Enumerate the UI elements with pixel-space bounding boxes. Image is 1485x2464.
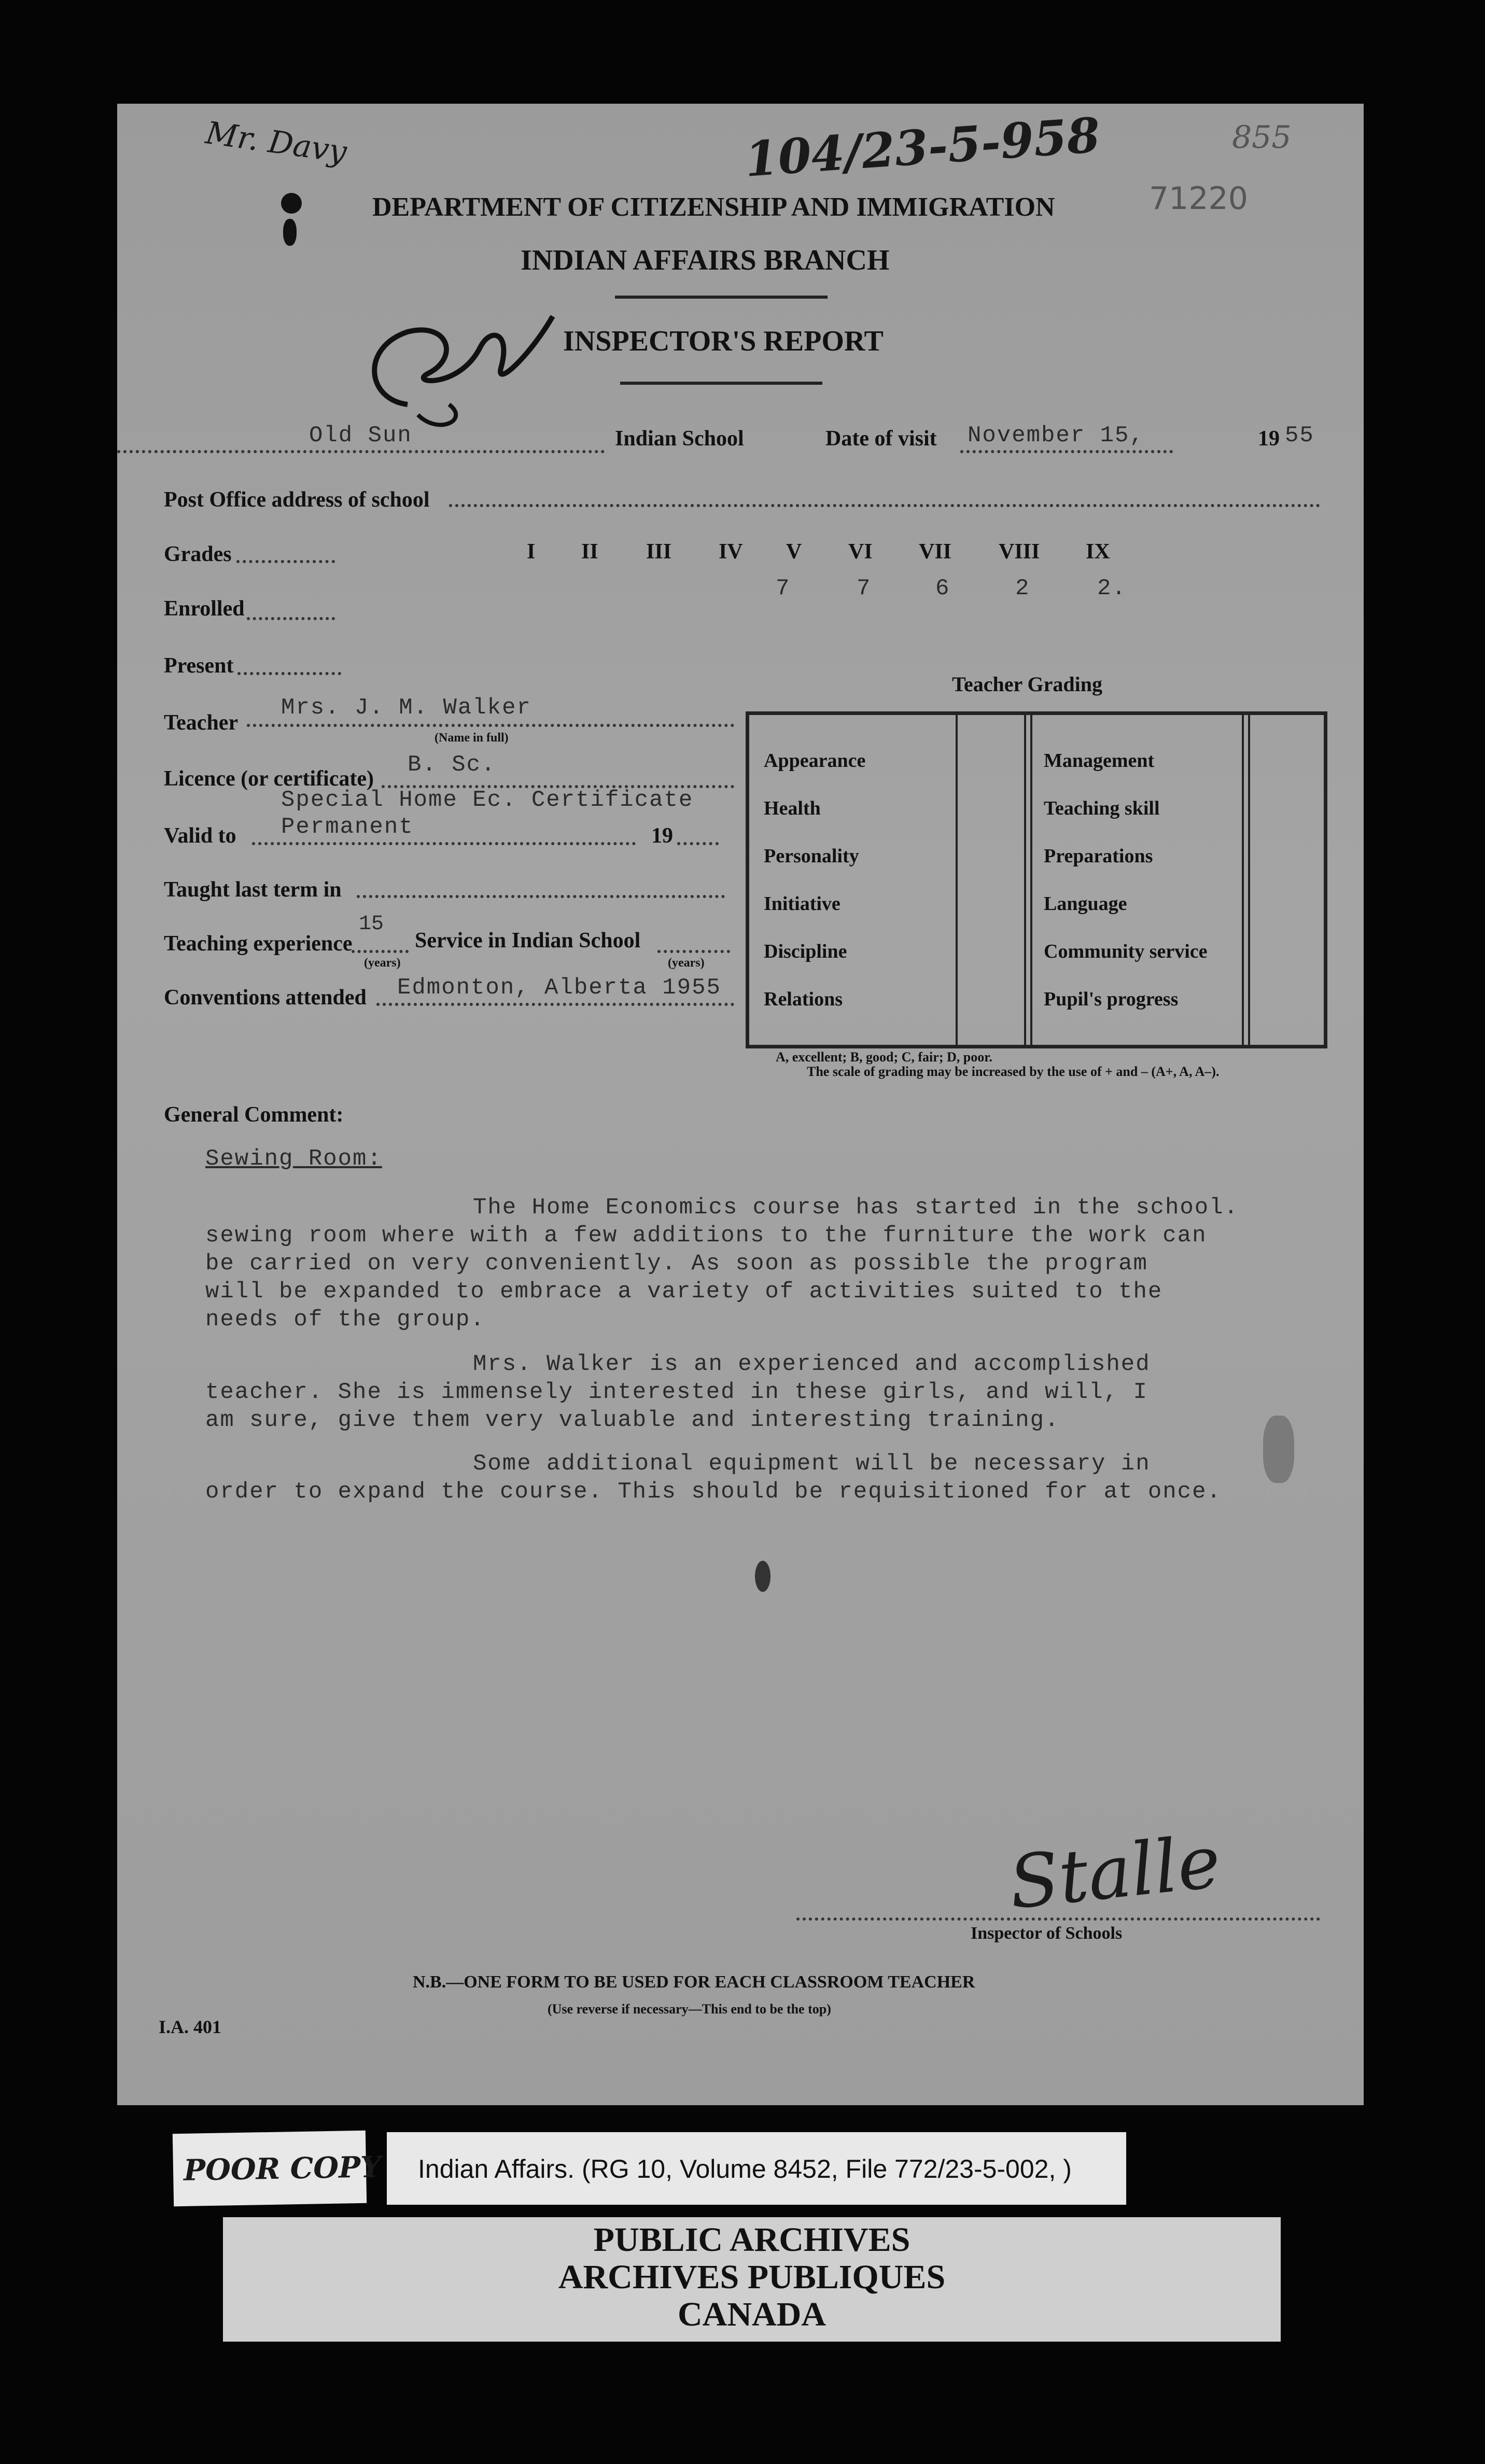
grading-relations: Relations bbox=[764, 988, 843, 1010]
dotted-line bbox=[357, 895, 725, 898]
grading-personality: Personality bbox=[764, 845, 859, 867]
ink-blot bbox=[1263, 1416, 1294, 1483]
grades-label: Grades bbox=[164, 542, 232, 566]
grade-9: IX bbox=[1086, 540, 1110, 564]
dotted-line bbox=[247, 724, 734, 727]
licence-label: Licence (or certificate) bbox=[164, 767, 374, 791]
file-number-stamp: 104/23-5-958 bbox=[743, 107, 1102, 188]
service-label: Service in Indian School bbox=[415, 929, 641, 953]
title-rule bbox=[620, 382, 822, 385]
poor-copy-label bbox=[173, 2131, 382, 2206]
archive-reference-label bbox=[387, 2132, 1126, 2205]
dotted-line bbox=[117, 450, 605, 453]
grading-pupils-progress: Pupil's progress bbox=[1044, 988, 1179, 1010]
dotted-line bbox=[677, 842, 719, 845]
experience-years-note: (years) bbox=[364, 956, 401, 970]
comment-line: will be expanded to embrace a variety of activities suited to the bbox=[205, 1279, 1163, 1305]
comment-line: The Home Economics course has started in the school. bbox=[473, 1195, 1239, 1221]
grade-7: VII bbox=[919, 540, 952, 564]
service-years-note: (years) bbox=[668, 956, 705, 970]
department-title: DEPARTMENT OF CITIZENSHIP AND IMMIGRATION bbox=[372, 192, 1055, 222]
grade-8: VIII bbox=[999, 540, 1040, 564]
conventions-value: Edmonton, Alberta 1955 bbox=[397, 975, 721, 1001]
date-value: November 15, bbox=[968, 423, 1144, 449]
grading-title: Teacher Grading bbox=[952, 673, 1103, 696]
dotted-line bbox=[352, 950, 409, 953]
dotted-line bbox=[252, 842, 636, 845]
enrolled-grade-5: 7 bbox=[776, 576, 791, 601]
signature-label: Inspector of Schools bbox=[971, 1924, 1123, 1943]
present-label: Present bbox=[164, 654, 234, 678]
report-form bbox=[117, 104, 1364, 2105]
grade-2: II bbox=[581, 540, 598, 564]
poor-copy-text: POOR COPY bbox=[183, 2150, 382, 2188]
comment-line: needs of the group. bbox=[205, 1307, 485, 1333]
enrolled-grade-8: 2 bbox=[1015, 576, 1030, 601]
conventions-label: Conventions attended bbox=[164, 986, 367, 1010]
dotted-line bbox=[657, 950, 730, 953]
name-in-full-note: (Name in full) bbox=[435, 731, 509, 745]
comment-heading: Sewing Room: bbox=[205, 1146, 382, 1172]
comment-line: Mrs. Walker is an experienced and accomplished bbox=[473, 1351, 1151, 1377]
branch-title: INDIAN AFFAIRS BRANCH bbox=[521, 244, 890, 276]
punch-hole bbox=[281, 193, 302, 214]
taught-label: Taught last term in bbox=[164, 878, 342, 902]
licence-value-2: Special Home Ec. Certificate bbox=[281, 787, 694, 813]
comment-line: Some additional equipment will be necessary in bbox=[473, 1451, 1151, 1477]
grading-discipline: Discipline bbox=[764, 941, 847, 962]
grid-line bbox=[1242, 715, 1244, 1045]
valid-year: 19 bbox=[651, 824, 673, 848]
nb-note: N.B.—ONE FORM TO BE USED FOR EACH CLASSROOM TEACHER bbox=[413, 1972, 975, 1992]
inspector-signature: Stalle bbox=[1005, 1819, 1225, 1926]
archive-reference: Indian Affairs. (RG 10, Volume 8452, File 772/23-5-002, ) bbox=[418, 2154, 1072, 2183]
report-title: INSPECTOR'S REPORT bbox=[563, 325, 884, 357]
grading-appearance: Appearance bbox=[764, 750, 866, 772]
archives-stamp bbox=[223, 2217, 1281, 2342]
teacher-name: Mrs. J. M. Walker bbox=[281, 695, 531, 721]
grading-management: Management bbox=[1044, 750, 1155, 772]
dotted-line bbox=[236, 560, 335, 563]
grid-line bbox=[1030, 715, 1032, 1045]
date-label: Date of visit bbox=[825, 427, 937, 451]
grade-5: V bbox=[786, 540, 802, 564]
reverse-note: (Use reverse if necessary—This end to be the top) bbox=[548, 2001, 831, 2017]
archives-line-2: ARCHIVES PUBLIQUES bbox=[558, 2258, 946, 2296]
year-prefix: 19 bbox=[1258, 427, 1280, 451]
school-name: Old Sun bbox=[309, 423, 412, 449]
grading-scale-note: The scale of grading may be increased by the use of + and – (A+, A, A–). bbox=[807, 1064, 1220, 1079]
grade-4: IV bbox=[719, 540, 743, 564]
teacher-label: Teacher bbox=[164, 711, 239, 735]
grading-table bbox=[746, 711, 1327, 1048]
comment-line: order to expand the course. This should be requisitioned for at once. bbox=[205, 1479, 1222, 1505]
grading-preparations: Preparations bbox=[1044, 845, 1153, 867]
handwritten-note: Mr. Davy bbox=[203, 115, 349, 171]
dotted-line bbox=[960, 450, 1173, 453]
comment-line: teacher. She is immensely interested in these girls, and will, I bbox=[205, 1379, 1148, 1405]
initials-scribble bbox=[345, 285, 563, 441]
title-rule bbox=[615, 296, 828, 299]
enrolled-grade-9: 2. bbox=[1097, 576, 1127, 601]
dotted-line bbox=[376, 1003, 734, 1006]
enrolled-grade-6: 7 bbox=[857, 576, 872, 601]
grading-legend: A, excellent; B, good; C, fair; D, poor. bbox=[776, 1049, 992, 1065]
comment-line: be carried on very conveniently. As soon as possible the program bbox=[205, 1251, 1148, 1277]
dotted-line bbox=[247, 617, 335, 620]
grading-community-service: Community service bbox=[1044, 941, 1208, 962]
grading-language: Language bbox=[1044, 893, 1127, 915]
dotted-line bbox=[449, 504, 1320, 507]
general-comment-label: General Comment: bbox=[164, 1103, 344, 1127]
corner-mark: 855 bbox=[1232, 119, 1292, 156]
grading-health: Health bbox=[764, 797, 821, 819]
enrolled-grade-7: 6 bbox=[935, 576, 950, 601]
comment-line: sewing room where with a few additions to the furniture the work can bbox=[205, 1223, 1207, 1249]
grid-line bbox=[1024, 715, 1026, 1045]
school-label: Indian School bbox=[615, 427, 744, 451]
experience-label: Teaching experience bbox=[164, 932, 353, 956]
grade-3: III bbox=[646, 540, 672, 564]
dotted-line bbox=[237, 672, 341, 675]
archives-line-1: PUBLIC ARCHIVES bbox=[593, 2221, 910, 2259]
grade-6: VI bbox=[848, 540, 873, 564]
post-office-label: Post Office address of school bbox=[164, 488, 430, 512]
year-value: 55 bbox=[1285, 423, 1314, 449]
grading-teaching-skill: Teaching skill bbox=[1044, 797, 1160, 819]
archives-line-3: CANADA bbox=[678, 2295, 826, 2333]
enrolled-label: Enrolled bbox=[164, 597, 245, 621]
valid-label: Valid to bbox=[164, 824, 236, 848]
comment-line: am sure, give them very valuable and interesting training. bbox=[205, 1407, 1060, 1433]
signature-line bbox=[796, 1917, 1320, 1921]
grading-initiative: Initiative bbox=[764, 893, 840, 915]
grid-line bbox=[956, 715, 958, 1045]
grade-1: I bbox=[527, 540, 536, 564]
stamp-number: 71220 bbox=[1149, 180, 1248, 217]
grid-line bbox=[1248, 715, 1250, 1045]
form-number: I.A. 401 bbox=[159, 2017, 222, 2037]
valid-value: Permanent bbox=[281, 814, 414, 840]
licence-value: B. Sc. bbox=[408, 752, 496, 778]
ink-blot bbox=[755, 1561, 770, 1592]
experience-value: 15 bbox=[359, 913, 384, 936]
punch-hole bbox=[283, 219, 297, 246]
